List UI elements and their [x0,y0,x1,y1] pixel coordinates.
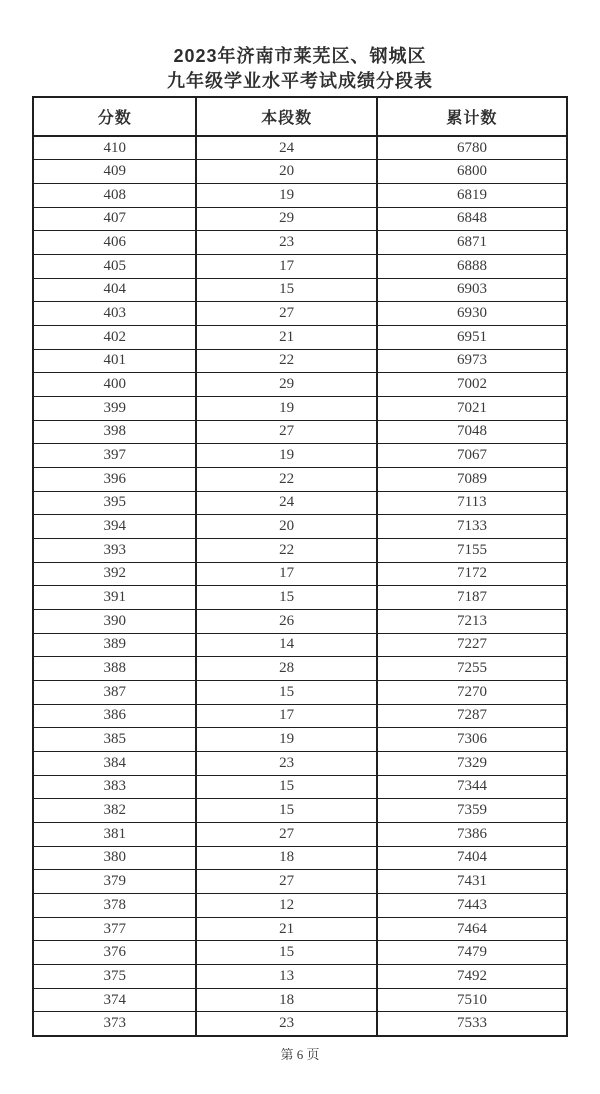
cell-segment-count: 19 [196,183,376,207]
cell-score: 406 [33,231,196,255]
cell-cumulative-count: 7329 [377,751,567,775]
table-row [33,562,567,586]
table-row [33,515,567,539]
table-row [33,941,567,965]
cell-cumulative-count: 6780 [377,136,567,160]
cell-cumulative-count: 7287 [377,704,567,728]
table-row [33,965,567,989]
table-row [33,325,567,349]
cell-segment-count: 12 [196,894,376,918]
cell-score: 384 [33,751,196,775]
cell-score: 410 [33,136,196,160]
cell-score: 381 [33,822,196,846]
cell-segment-count: 28 [196,657,376,681]
header-score: 分数 [33,97,196,136]
cell-score: 397 [33,444,196,468]
cell-segment-count: 20 [196,515,376,539]
cell-score: 407 [33,207,196,231]
cell-cumulative-count: 7492 [377,965,567,989]
table-row [33,1012,567,1036]
cell-cumulative-count: 7021 [377,396,567,420]
cell-segment-count: 19 [196,396,376,420]
cell-segment-count: 15 [196,799,376,823]
cell-segment-count: 21 [196,917,376,941]
cell-cumulative-count: 7464 [377,917,567,941]
table-row [33,609,567,633]
cell-cumulative-count: 7344 [377,775,567,799]
cell-score: 374 [33,988,196,1012]
table-row [33,538,567,562]
cell-cumulative-count: 6930 [377,302,567,326]
cell-cumulative-count: 6800 [377,160,567,184]
cell-score: 385 [33,728,196,752]
cell-score: 378 [33,894,196,918]
cell-segment-count: 20 [196,160,376,184]
table-row [33,680,567,704]
cell-cumulative-count: 7443 [377,894,567,918]
table-row [33,444,567,468]
table-row [33,775,567,799]
table-row [33,136,567,160]
cell-segment-count: 15 [196,941,376,965]
cell-score: 401 [33,349,196,373]
cell-segment-count: 24 [196,491,376,515]
cell-score: 388 [33,657,196,681]
cell-score: 376 [33,941,196,965]
cell-segment-count: 14 [196,633,376,657]
table-row [33,633,567,657]
cell-cumulative-count: 7306 [377,728,567,752]
cell-cumulative-count: 7431 [377,870,567,894]
cell-cumulative-count: 7113 [377,491,567,515]
table-row [33,870,567,894]
cell-segment-count: 15 [196,775,376,799]
cell-score: 389 [33,633,196,657]
document-title [0,0,600,94]
cell-segment-count: 22 [196,538,376,562]
cell-cumulative-count: 6888 [377,254,567,278]
table-row [33,728,567,752]
cell-score: 400 [33,373,196,397]
cell-score: 382 [33,799,196,823]
cell-cumulative-count: 7002 [377,373,567,397]
score-distribution-table [32,96,568,1037]
cell-score: 375 [33,965,196,989]
table-row [33,183,567,207]
cell-segment-count: 23 [196,231,376,255]
cell-cumulative-count: 7533 [377,1012,567,1036]
cell-cumulative-count: 7172 [377,562,567,586]
cell-score: 387 [33,680,196,704]
cell-segment-count: 15 [196,278,376,302]
cell-score: 408 [33,183,196,207]
cell-segment-count: 23 [196,1012,376,1036]
cell-cumulative-count: 6848 [377,207,567,231]
cell-segment-count: 24 [196,136,376,160]
cell-segment-count: 27 [196,822,376,846]
cell-segment-count: 15 [196,680,376,704]
cell-score: 377 [33,917,196,941]
table-row [33,657,567,681]
cell-score: 390 [33,609,196,633]
cell-segment-count: 29 [196,207,376,231]
cell-score: 393 [33,538,196,562]
cell-segment-count: 15 [196,586,376,610]
cell-segment-count: 17 [196,562,376,586]
cell-cumulative-count: 7404 [377,846,567,870]
title-line-1: 2023年济南市莱芜区、钢城区 [173,46,427,66]
table-row [33,160,567,184]
cell-cumulative-count: 6973 [377,349,567,373]
cell-segment-count: 27 [196,302,376,326]
table-row [33,207,567,231]
cell-cumulative-count: 7270 [377,680,567,704]
table-row [33,373,567,397]
table-row [33,894,567,918]
cell-cumulative-count: 6871 [377,231,567,255]
cell-segment-count: 19 [196,444,376,468]
cell-cumulative-count: 7255 [377,657,567,681]
cell-cumulative-count: 7386 [377,822,567,846]
table-row [33,349,567,373]
table-row [33,231,567,255]
table-row [33,586,567,610]
cell-segment-count: 13 [196,965,376,989]
cell-segment-count: 19 [196,728,376,752]
header-segment-count: 本段数 [196,97,376,136]
table-row [33,917,567,941]
cell-cumulative-count: 7359 [377,799,567,823]
cell-score: 391 [33,586,196,610]
table-body [33,136,567,1036]
cell-cumulative-count: 7048 [377,420,567,444]
cell-score: 399 [33,396,196,420]
cell-cumulative-count: 7510 [377,988,567,1012]
cell-segment-count: 22 [196,467,376,491]
cell-cumulative-count: 7213 [377,609,567,633]
cell-score: 395 [33,491,196,515]
cell-cumulative-count: 7479 [377,941,567,965]
cell-score: 383 [33,775,196,799]
cell-score: 394 [33,515,196,539]
cell-segment-count: 21 [196,325,376,349]
cell-segment-count: 17 [196,254,376,278]
table-row [33,704,567,728]
table-row [33,396,567,420]
cell-segment-count: 27 [196,870,376,894]
title-line-2: 九年级学业水平考试成绩分段表 [167,71,433,91]
cell-cumulative-count: 7067 [377,444,567,468]
table-row [33,467,567,491]
table-row [33,491,567,515]
table-row [33,846,567,870]
cell-segment-count: 26 [196,609,376,633]
cell-segment-count: 27 [196,420,376,444]
cell-score: 403 [33,302,196,326]
table-row [33,822,567,846]
cell-score: 386 [33,704,196,728]
table-row [33,799,567,823]
cell-score: 392 [33,562,196,586]
cell-cumulative-count: 7227 [377,633,567,657]
table-row [33,751,567,775]
cell-segment-count: 18 [196,846,376,870]
cell-segment-count: 23 [196,751,376,775]
header-cumulative-count: 累计数 [377,97,567,136]
cell-cumulative-count: 6951 [377,325,567,349]
cell-score: 380 [33,846,196,870]
cell-score: 396 [33,467,196,491]
cell-segment-count: 29 [196,373,376,397]
cell-segment-count: 18 [196,988,376,1012]
cell-score: 409 [33,160,196,184]
cell-score: 379 [33,870,196,894]
cell-cumulative-count: 7187 [377,586,567,610]
table-row [33,420,567,444]
table-row [33,302,567,326]
cell-score: 405 [33,254,196,278]
cell-score: 373 [33,1012,196,1036]
table-header-row [33,97,567,136]
cell-cumulative-count: 7155 [377,538,567,562]
table-row [33,988,567,1012]
cell-segment-count: 22 [196,349,376,373]
cell-score: 402 [33,325,196,349]
table-row [33,254,567,278]
page-number: 第 6 页 [280,1047,320,1062]
cell-cumulative-count: 6903 [377,278,567,302]
cell-cumulative-count: 7133 [377,515,567,539]
cell-cumulative-count: 7089 [377,467,567,491]
cell-score: 398 [33,420,196,444]
cell-score: 404 [33,278,196,302]
table-row [33,278,567,302]
cell-cumulative-count: 6819 [377,183,567,207]
cell-segment-count: 17 [196,704,376,728]
